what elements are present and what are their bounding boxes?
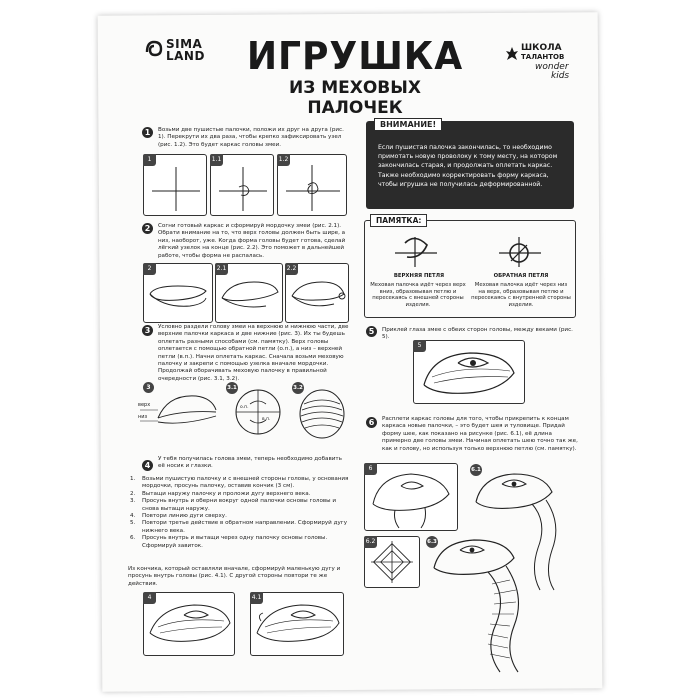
step3-text: Условно раздели голову змеи на верхнюю и нижнюю части, две верхние палочки каркаса и две нижние (рис. 3). Их ты будешь оплетать разными способами (см. памятку). Верх головы оплетается с помощью обратной петли (о.п.), а низ – верхней петли (в.п.). Начни оплетать каркас. Сначала возьми меховую палочку и закрепи с помощью узелка вначале мордочки. Продолжай оборачивать меховую палочку в правильной очередности (рис. 3.1, 3.2). [158,324,349,382]
brand-left: SIMA LAND [166,37,205,63]
brand-right-line4: kids [551,71,570,81]
step4-list-item: 2. Вытащи наружу палочку и проложи дугу верхнего века. [130,490,311,497]
fig-6-3-label: 6.3 [426,536,438,548]
fig-3-top-label: верх [138,402,151,408]
fig-3-2-label: 3.2 [292,382,304,394]
fig-6-label: 6 [364,463,377,475]
memo-right-title: ОБРАТНАЯ ПЕТЛЯ [493,273,549,279]
warning-title: ВНИМАНИЕ! [374,118,442,131]
step1-number: 1 [142,127,153,138]
fig-3-1 [226,382,288,442]
step5-text: Приклей глаза змее с обеих сторон головы, между веками (рис. 5). [382,327,573,341]
memo-right-text: Меховая палочка идёт через низ на верх, образовывая петлю и пересекаясь с внутренней стороны изделия. [471,282,571,308]
fig-4-1 [250,592,344,656]
step4-intro: У тебя получилась голова змеи, теперь необходимо добавить её носик и глазки. [158,456,342,470]
fig-2-1-label: 2.1 [215,263,228,275]
finished-snake-drawing [422,534,544,674]
warning-box [366,121,574,209]
step1-text: Возьми две пушистые палочки, положи их друг на друга (рис. 1). Перекрути их два раза, чтобы крепко зафиксировать узел (рис. 1.2). Это будет каркас головы змеи. [158,127,344,148]
fig-3-1-op-label: о.п. [240,405,249,410]
step4-list-item: 5. Повтори третье действие в обратном направлении. Сформируй дугу нижнего века. [130,520,348,534]
fig-5 [413,340,525,404]
fig-3 [138,380,224,440]
step4-outro: Из кончика, который оставляли вначале, сформируй маленькую дугу и просунь внутрь головы (рис. 4.1). С другой стороны повтори те же действия. [128,566,341,587]
fig-2-label: 2 [143,263,156,275]
fig-6-2-label: 6.2 [364,536,377,548]
step6-text: Расплети каркас головы для того, чтобы прикрепить к концам каркаса новые палочки, – это будет шея и туловище. Придай форму шее, как показано на рисунке (рис. 6.1), её длина примерно две головы змеи. Начиная оплетать шею точно так же, как и голову, но используя только верхнюю петлю (см. памятку). [382,416,578,452]
step4-list-item: 3. Просунь внутрь и оберни вокруг одной палочки основы головы и снова вытащи наружу. [130,498,336,512]
fig-3-1-vp-label: в.п. [262,417,271,422]
fig-6-3 [422,534,544,674]
brand-right-line3: wonder [535,62,569,72]
reverse-loop-icon [497,235,543,269]
brand-right-line1: ШКОЛА [521,43,562,53]
step4-number: 4 [142,460,153,471]
fig-1-2 [277,154,347,216]
step3-number: 3 [142,325,153,336]
fig-1-2-label: 1.2 [277,154,290,166]
snake-head-with-eye-drawing [414,341,524,403]
fig-5-label: 5 [413,340,426,352]
fig-6-1-label: 6.1 [470,464,482,476]
step2-text: Согни готовый каркас и сформируй мордочку змеи (рис. 2.1). Обрати внимание на то, что верх головы должен быть шире, а низ, наоборот, уже. Когда форма головы будет готова, сделай лёгкий узелок на конце (рис. 2.2). Это поможет в дальнейшей работе, чтобы форма не распалась. [158,223,346,259]
fig-3-1-label: 3.1 [226,382,238,394]
step6-number: 6 [366,417,377,428]
fig-6 [364,463,458,531]
step4-list [130,476,352,550]
title-block [240,34,470,118]
memo-left-text: Меховая палочка идёт через верх вниз, образовывая петлю и пересекаясь с внешней стороны изделия. [370,282,466,308]
page-title: ИГРУШКА [246,34,464,78]
step4-list-item: 4. Повтори линию дуги сверху. [130,513,227,520]
memo-title: ПАМЯТКА: [370,214,427,227]
step4-list-item: 6. Просунь внутрь и вытащи через одну палочку основы головы. Сформируй завиток. [130,535,328,549]
fig-1-1 [210,154,274,216]
fig-3-2 [292,382,350,442]
top-loop-icon [393,235,439,269]
step2-number: 2 [142,223,153,234]
sima-land-logo [144,36,220,66]
fig-4-1-label: 4.1 [250,592,263,604]
fig-1 [143,154,207,216]
leaf-icon [505,46,519,62]
fig-2-1 [215,263,283,323]
school-logo [505,42,585,88]
sima-land-icon [144,38,164,60]
fig-4-label: 4 [143,592,156,604]
snake-head-nose-drawing [251,593,343,655]
fig-6-2 [364,536,420,588]
snake-head-eye-drawing [144,593,234,655]
step4-list-item: 1. Возьми пушистую палочку и с внешней стороны головы, у основания мордочки, просунь палочку, оставив кончик (3 см). [130,476,349,490]
fig-2-2 [285,263,349,323]
brand-right-line2: ТАЛАНТОВ [521,53,565,61]
fig-1-label: 1 [143,154,156,166]
unwoven-head-drawing [365,464,457,530]
memo-box [364,216,576,318]
fig-1-1-label: 1.1 [210,154,223,166]
step5-number: 5 [366,326,377,337]
fig-3-bottom-label: низ [138,414,148,420]
fig-2-2-label: 2.2 [285,263,298,275]
fig-2 [143,263,213,323]
fig-3-label: 3 [143,382,154,393]
warning-text: Если пушистая палочка закончилась, то необходимо примотать новую проволоку к тому месту, на котором закончилась старая, и продолжать оплетать каркас. Также необходимо корректировать форму каркаса, чтобы игрушка не получилась деформированной. [378,144,558,188]
memo-left-title: ВЕРХНЯЯ ПЕТЛЯ [393,273,445,279]
page-subtitle: ИЗ МЕХОВЫХ ПАЛОЧЕК [289,78,421,118]
fig-4 [143,592,235,656]
